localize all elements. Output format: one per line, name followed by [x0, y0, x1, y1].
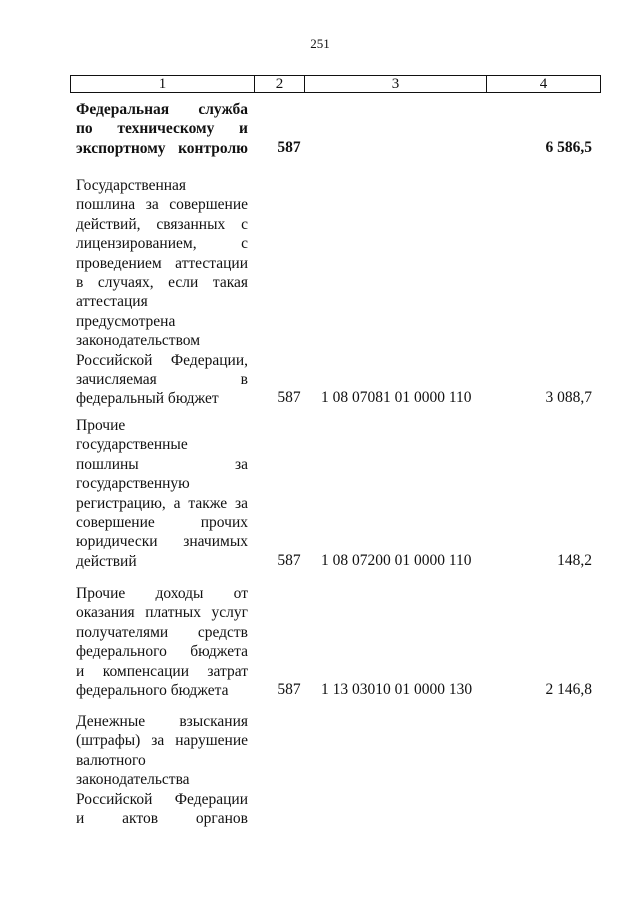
row-name-line: лицензированием, с — [76, 235, 248, 253]
row-name — [76, 416, 248, 571]
row-name — [76, 584, 248, 700]
row-name-line: юридически значимых — [76, 533, 248, 551]
row-budget-code: 1 08 07200 01 0000 110 — [321, 551, 472, 569]
row-name-line: Государственная — [76, 177, 187, 194]
row-name-line: предусмотрена — [76, 312, 176, 330]
row-name-line: действий — [76, 552, 137, 570]
table-header — [70, 75, 601, 93]
row-name-line: федерального бюджета — [76, 681, 229, 699]
row-name — [76, 176, 248, 409]
row-admin-code: 587 — [277, 681, 301, 698]
row-name-line: законодательства — [76, 771, 190, 789]
row-name-line: регистрацию, а также за — [76, 494, 248, 512]
row-name-line: совершение прочих — [76, 513, 248, 531]
header-col-4: 4 — [539, 76, 548, 92]
row-name-line: Прочие — [76, 417, 126, 434]
row-name-line: Прочие доходы от — [76, 585, 248, 602]
row-amount: 148,2 — [557, 551, 592, 569]
row-name-line: государственные — [76, 436, 188, 454]
row-name-line: получателями средств — [76, 623, 248, 641]
header-col-1: 1 — [71, 76, 255, 92]
row-admin-code: 587 — [277, 551, 301, 569]
row-name-line: по техническому и — [76, 120, 248, 138]
row-name — [76, 100, 248, 158]
row-name-line: зачисляемая в — [76, 370, 248, 388]
row-budget-code: 1 08 07081 01 0000 110 — [321, 389, 472, 407]
row-name-line: Российской Федерации — [76, 790, 248, 808]
row-budget-code: 1 13 03010 01 0000 130 — [321, 681, 473, 698]
row-name-line: (штрафы) за нарушение — [76, 732, 248, 750]
row-amount: 3 088,7 — [545, 389, 592, 407]
row-name-line: проведением аттестации — [76, 254, 248, 272]
row-name-line: Российской Федерации, — [76, 351, 248, 369]
row-amount: 2 146,8 — [545, 681, 592, 698]
row-name-line: государственную — [76, 475, 190, 493]
row-name-line: действий, связанных с — [76, 215, 248, 233]
header-col-2: 2 — [255, 76, 305, 92]
row-name-line: федерального бюджета — [76, 643, 248, 661]
row-name-line: пошлины за — [76, 455, 248, 473]
row-name-line: пошлина за совершение — [76, 196, 248, 214]
header-col-3: 3 — [305, 76, 487, 92]
row-amount: 6 586,5 — [545, 138, 592, 156]
row-name-line: Денежные взыскания — [76, 713, 248, 730]
row-name-line: законодательством — [76, 332, 201, 350]
row-name-line: аттестация — [76, 293, 148, 311]
row-name-line: и компенсации затрат — [76, 662, 248, 680]
row-name-line: и актов органов — [76, 809, 248, 827]
row-name-line: в случаях, если такая — [76, 273, 248, 291]
page-number: 251 — [310, 36, 330, 51]
row-name-line: экспортному контролю — [76, 139, 248, 157]
row-admin-code: 587 — [277, 389, 301, 407]
row-admin-code: 587 — [277, 138, 301, 156]
row-name-line: валютного — [76, 751, 146, 769]
row-name-line: оказания платных услуг — [76, 604, 248, 622]
row-name-line: федеральный бюджет — [76, 390, 219, 408]
row-name-line: Федеральная служба — [76, 101, 248, 118]
row-name — [76, 712, 248, 828]
